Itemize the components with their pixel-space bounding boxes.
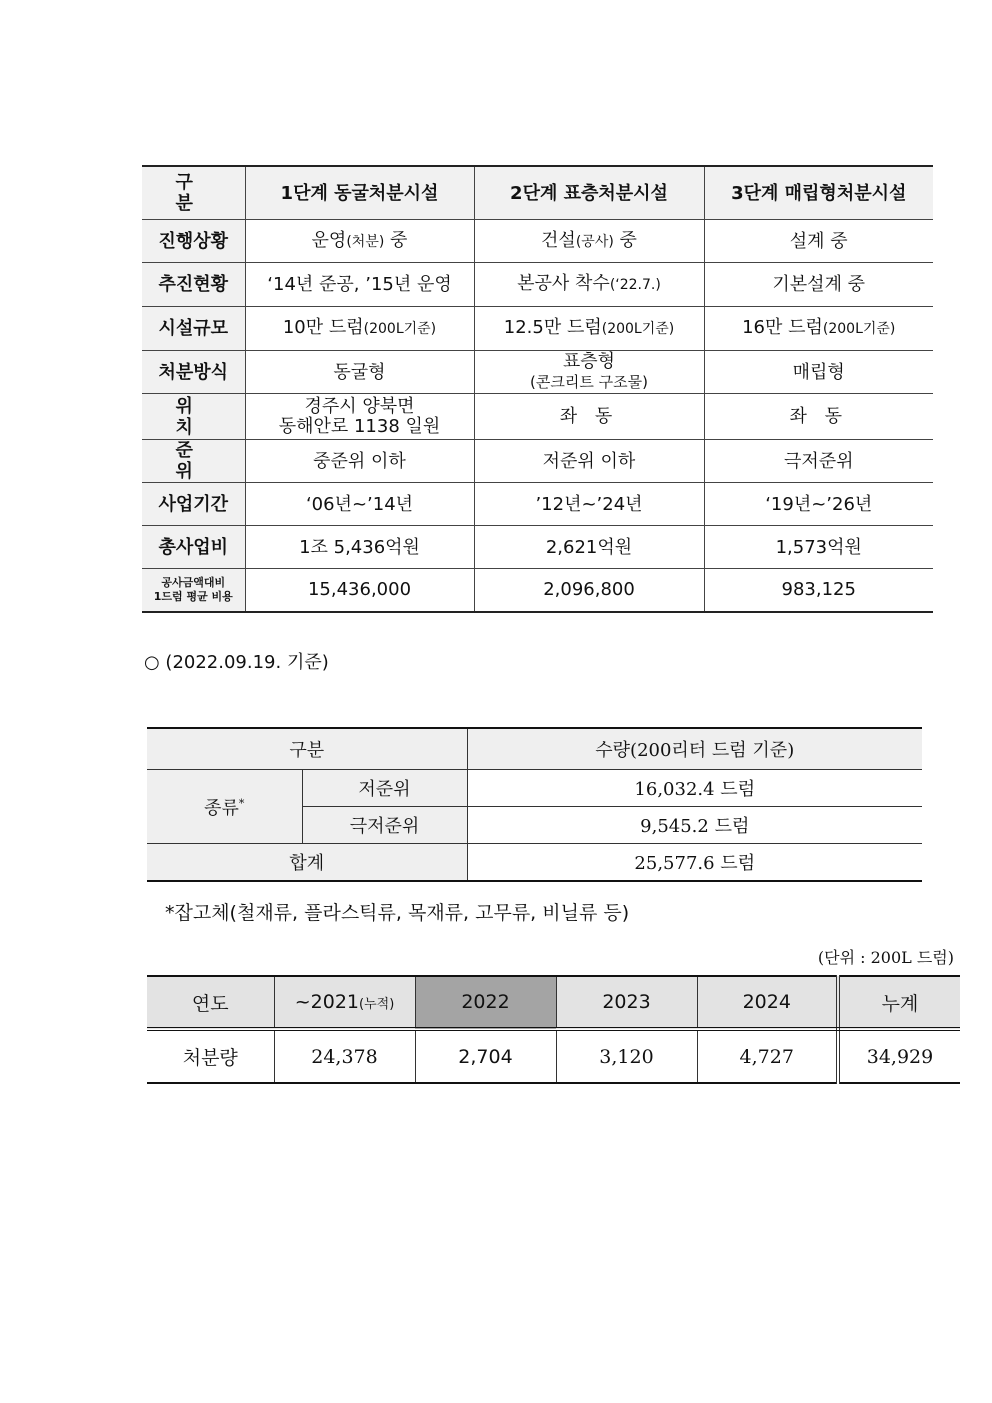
table-cell: 운영(처분) 중	[245, 220, 474, 263]
table-cell: 저준위 이하	[474, 440, 704, 483]
header-2024: 2024	[697, 976, 838, 1029]
table-cell: 3,120	[556, 1029, 697, 1083]
table-cell: 본공사 착수(‘22.7.)	[474, 263, 704, 307]
table-cell: 2,096,800	[474, 569, 704, 612]
table-row	[147, 844, 922, 882]
row-label: 처분방식	[142, 351, 245, 394]
table-cell: 좌 동	[704, 394, 933, 440]
total-label: 합계	[147, 844, 467, 882]
table-cell: ‘06년~’14년	[245, 483, 474, 526]
header-category: 구분	[147, 728, 467, 770]
row-label: 시설규모	[142, 307, 245, 351]
table-row	[142, 351, 933, 394]
table-cell: 16만 드럼(200L기준)	[704, 307, 933, 351]
table-cell: 기본설계 중	[704, 263, 933, 307]
table-cell: 설계 중	[704, 220, 933, 263]
row-label: 위 치	[142, 394, 245, 440]
table-cell: 24,378	[274, 1029, 415, 1083]
table-cell: ‘19년~’26년	[704, 483, 933, 526]
header-total: 누계	[838, 976, 960, 1029]
table-row	[147, 770, 922, 807]
table-cell: 동굴형	[245, 351, 474, 394]
table-row	[142, 263, 933, 307]
table-header-row	[147, 728, 922, 770]
table-row	[142, 526, 933, 569]
table-cell: 34,929	[838, 1029, 960, 1083]
facility-comparison-table	[142, 165, 933, 613]
table-cell: 건설(공사) 중	[474, 220, 704, 263]
row-label: 처분량	[147, 1029, 274, 1083]
table-row	[147, 1029, 960, 1083]
row-label: 준 위	[142, 440, 245, 483]
table-cell: ’12년~’24년	[474, 483, 704, 526]
table-cell: 2,704	[415, 1029, 556, 1083]
total-value: 25,577.6 드럼	[467, 844, 922, 882]
table-row	[142, 307, 933, 351]
table-cell: 극저준위	[704, 440, 933, 483]
table-cell: 4,727	[697, 1029, 838, 1083]
reference-date-note: ○ (2022.09.19. 기준)	[144, 652, 329, 673]
table-cell: 좌 동	[474, 394, 704, 440]
table-row	[142, 394, 933, 440]
table-cell: 1,573억원	[704, 526, 933, 569]
unit-note: (단위 : 200L 드럼)	[817, 948, 954, 967]
table-row	[142, 569, 933, 612]
type-label: 저준위	[302, 770, 467, 807]
type-label: 극저준위	[302, 807, 467, 844]
row-label: 총사업비	[142, 526, 245, 569]
row-label: 진행상황	[142, 220, 245, 263]
table-header-row	[142, 166, 933, 220]
header-category: 구 분	[142, 166, 245, 220]
row-label: 공사금액대비 1드럼 평균 비용	[142, 569, 245, 612]
table-header-row	[147, 976, 960, 1029]
row-label: 사업기간	[142, 483, 245, 526]
table-cell: 경주시 양북면 동해안로 1138 일원	[245, 394, 474, 440]
table-row	[142, 220, 933, 263]
table-cell: 중준위 이하	[245, 440, 474, 483]
header-quantity: 수량(200리터 드럼 기준)	[467, 728, 922, 770]
row-label: 추진현황	[142, 263, 245, 307]
header-year: 연도	[147, 976, 274, 1029]
header-cumulative: ~2021(누적)	[274, 976, 415, 1029]
table-cell: 10만 드럼(200L기준)	[245, 307, 474, 351]
table-cell: 2,621억원	[474, 526, 704, 569]
table-cell: 12.5만 드럼(200L기준)	[474, 307, 704, 351]
group-label: 종류*	[147, 770, 302, 844]
header-phase1: 1단계 동굴처분시설	[245, 166, 474, 220]
disposal-by-year-table	[147, 975, 960, 1084]
header-2022: 2022	[415, 976, 556, 1029]
quantity-value: 16,032.4 드럼	[467, 770, 922, 807]
table-cell: 매립형	[704, 351, 933, 394]
waste-quantity-table	[147, 727, 922, 882]
footnote: *잡고체(철재류, 플라스틱류, 목재류, 고무류, 비닐류 등)	[165, 902, 630, 924]
table-row	[142, 483, 933, 526]
table-cell: 983,125	[704, 569, 933, 612]
quantity-value: 9,545.2 드럼	[467, 807, 922, 844]
header-phase3: 3단계 매립형처분시설	[704, 166, 933, 220]
table-row	[142, 440, 933, 483]
table-cell: 표층형 (콘크리트 구조물)	[474, 351, 704, 394]
header-phase2: 2단계 표층처분시설	[474, 166, 704, 220]
table-cell: 15,436,000	[245, 569, 474, 612]
header-2023: 2023	[556, 976, 697, 1029]
table-cell: ‘14년 준공, ’15년 운영	[245, 263, 474, 307]
table-cell: 1조 5,436억원	[245, 526, 474, 569]
